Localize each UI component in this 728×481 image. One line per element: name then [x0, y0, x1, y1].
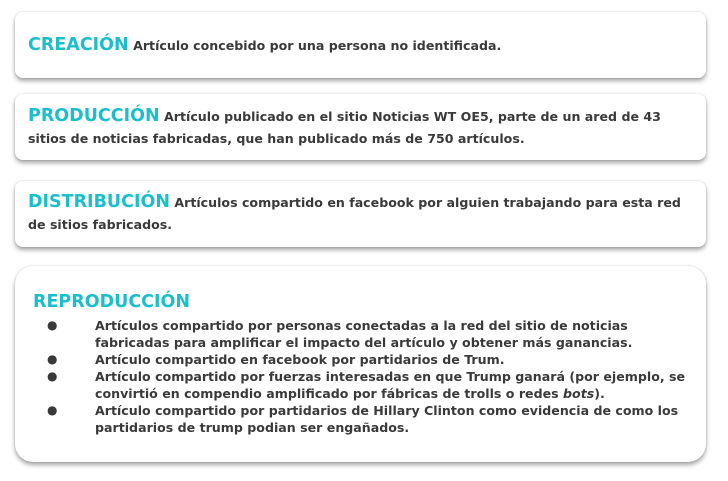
creation-text: Artículo concebido por una persona no identificada.	[133, 38, 502, 53]
reproduction-card	[15, 266, 706, 462]
production-card	[15, 94, 706, 160]
distribution-paragraph	[28, 191, 694, 236]
list-item-text: Artículos compartido por personas conectadas a la red del sitio de noticias fabricadas para amplificar el impacto del artículo y obtener más ganancias.	[95, 318, 633, 350]
creation-paragraph	[28, 34, 694, 57]
list-item-text: Artículo compartido por partidarios de Hillary Clinton como evidencia de como los partidarios de trump podian ser engañados.	[95, 403, 679, 435]
reproduction-heading: REPRODUCCIÓN	[33, 292, 191, 312]
reproduction-list	[33, 317, 692, 436]
bullet-icon: ●	[47, 318, 58, 332]
distribution-heading: DISTRIBUCIÓN	[28, 192, 170, 212]
list-item-text-end: ).	[594, 386, 605, 401]
distribution-card	[15, 181, 706, 247]
production-heading: PRODUCCIÓN	[28, 106, 160, 126]
list-item	[33, 402, 692, 436]
production-paragraph	[28, 105, 694, 150]
list-item-text: Artículo compartido por fuerzas interesadas en que Trump ganará (por ejemplo, se convirtió en compendio amplificado por fábricas de trolls o redes	[95, 369, 686, 401]
distribution-text: Artículos compartido en facebook por alguien trabajando para esta red de sitios fabricados.	[28, 195, 681, 232]
creation-card	[15, 12, 706, 78]
bullet-icon: ●	[47, 369, 58, 383]
production-text: Artículo publicado en el sitio Noticias WT OE5, parte de un ared de 43 sitios de noticias fabricadas, que han publicado más de 750 artículos.	[28, 109, 661, 146]
list-item	[33, 317, 692, 351]
list-item	[33, 351, 692, 368]
list-item-text: Artículo compartido en facebook por partidarios de Trum.	[95, 352, 505, 367]
creation-heading: CREACIÓN	[28, 35, 129, 55]
bullet-icon: ●	[47, 352, 58, 366]
bullet-icon: ●	[47, 403, 58, 417]
list-item-emphasis: bots	[563, 386, 595, 401]
list-item	[33, 368, 692, 402]
